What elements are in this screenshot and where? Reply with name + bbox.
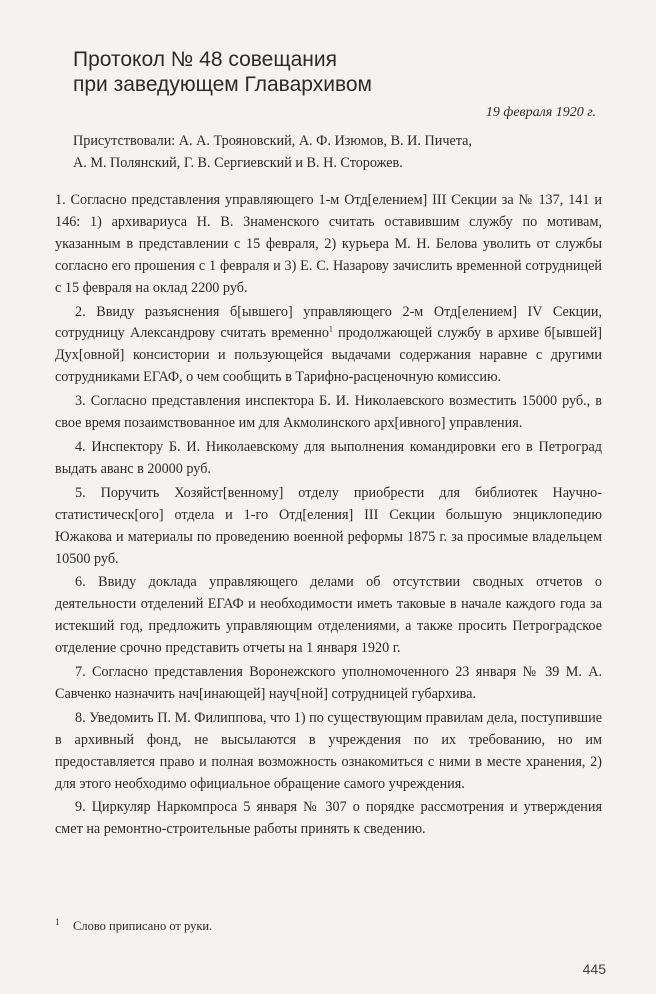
item-5: 5. Поручить Хозяйст[венному] отделу приобрести для библиотек Научно-статистическ[ого] отдела и 1-го Отд[еления] III Секции большую энциклопедию Южакова и материалы по проведению военной реформы 1875 г. за просимые владельцем 10500 руб.	[55, 484, 602, 567]
document-date: 19 февраля 1920 г.	[485, 105, 596, 120]
attendees-line-1: Присутствовали: А. А. Трояновский, А. Ф. Изюмов, В. И. Пичета,	[73, 133, 472, 149]
protocol-body	[55, 190, 602, 843]
attendees-line-2: А. М. Полянский, Г. В. Сергиевский и В. Н. Сторожев.	[73, 155, 403, 171]
title-line-2: при заведующем Главархивом	[73, 73, 372, 96]
item-6: 6. Ввиду доклада управляющего делами об отсутствии сводных отчетов о деятельности отделений ЕГАФ и необходимости иметь таковые в начале каждого года за истекший год, предложить управляющим отделениями, а также просить Петроградское отделение срочно представить отчеты на 1 января 1920 г.	[55, 574, 602, 657]
document-title	[73, 47, 533, 97]
item-2-part-1: 2. Ввиду разъяснения б[ывшего] управляющего 2-м Отд[елением] IV Секции, сотрудницу Александрову считать временно	[55, 303, 602, 342]
item-1: 1. Согласно представления управляющего 1-м Отд[елением] III Секции за № 137, 141 и 146: 1) архивариуса Н. В. Знаменского считать оставившим службу по мотивам, указанным в представлении с 15 февраля, 2) курьера М. Н. Белова уволить от службы согласно его прошения с 1 февраля и 3) Е. С. Назарову зачислить временной сотрудницей с 15 февраля на оклад 2200 руб.	[55, 192, 602, 296]
footnote-text: Слово приписано от руки.	[73, 919, 213, 933]
footnote: 1 Слово приписано от руки.	[55, 916, 213, 933]
item-3: 3. Согласно представления инспектора Б. И. Николаевского возместить 15000 руб., в свое время позаимствованное им для Акмолинского арх[ивного] управления.	[55, 393, 602, 432]
item-2	[55, 302, 602, 390]
item-2-part-2: продолжающей службу в архиве б[ывшей] Дух[овной] консистории и пользующейся выдачами содержания наравне с другими сотрудниками ЕГАФ, о чем сообщить в Тарифно-расценочную комиссию.	[55, 325, 602, 386]
footnote-reference: 1	[328, 324, 333, 334]
item-8: 8. Уведомить П. М. Филиппова, что 1) по существующим правилам дела, поступившие в архивный фонд, не высылаются в учреждения по их требованию, но им предоставляется право и полная возможность ознакомиться с ними в месте хранения, 2) для этого необходимо официальное обращение самого учреждения.	[55, 709, 602, 792]
attendees	[73, 130, 593, 174]
item-4: 4. Инспектору Б. И. Николаевскому для выполнения командировки его в Петроград выдать аванс в 20000 руб.	[55, 438, 602, 477]
title-line-1: Протокол № 48 совещания	[73, 48, 338, 71]
item-7: 7. Согласно представления Воронежского уполномоченного 23 января № 39 М. А. Савченко назначить нач[инающей] науч[ной] сотрудницей губархива.	[55, 664, 602, 702]
item-9: 9. Циркуляр Наркомпроса 5 января № 307 о порядке рассмотрения и утверждения смет на ремонтно-строительные работы принять к сведению.	[55, 799, 602, 838]
page-number: 445	[582, 961, 606, 977]
